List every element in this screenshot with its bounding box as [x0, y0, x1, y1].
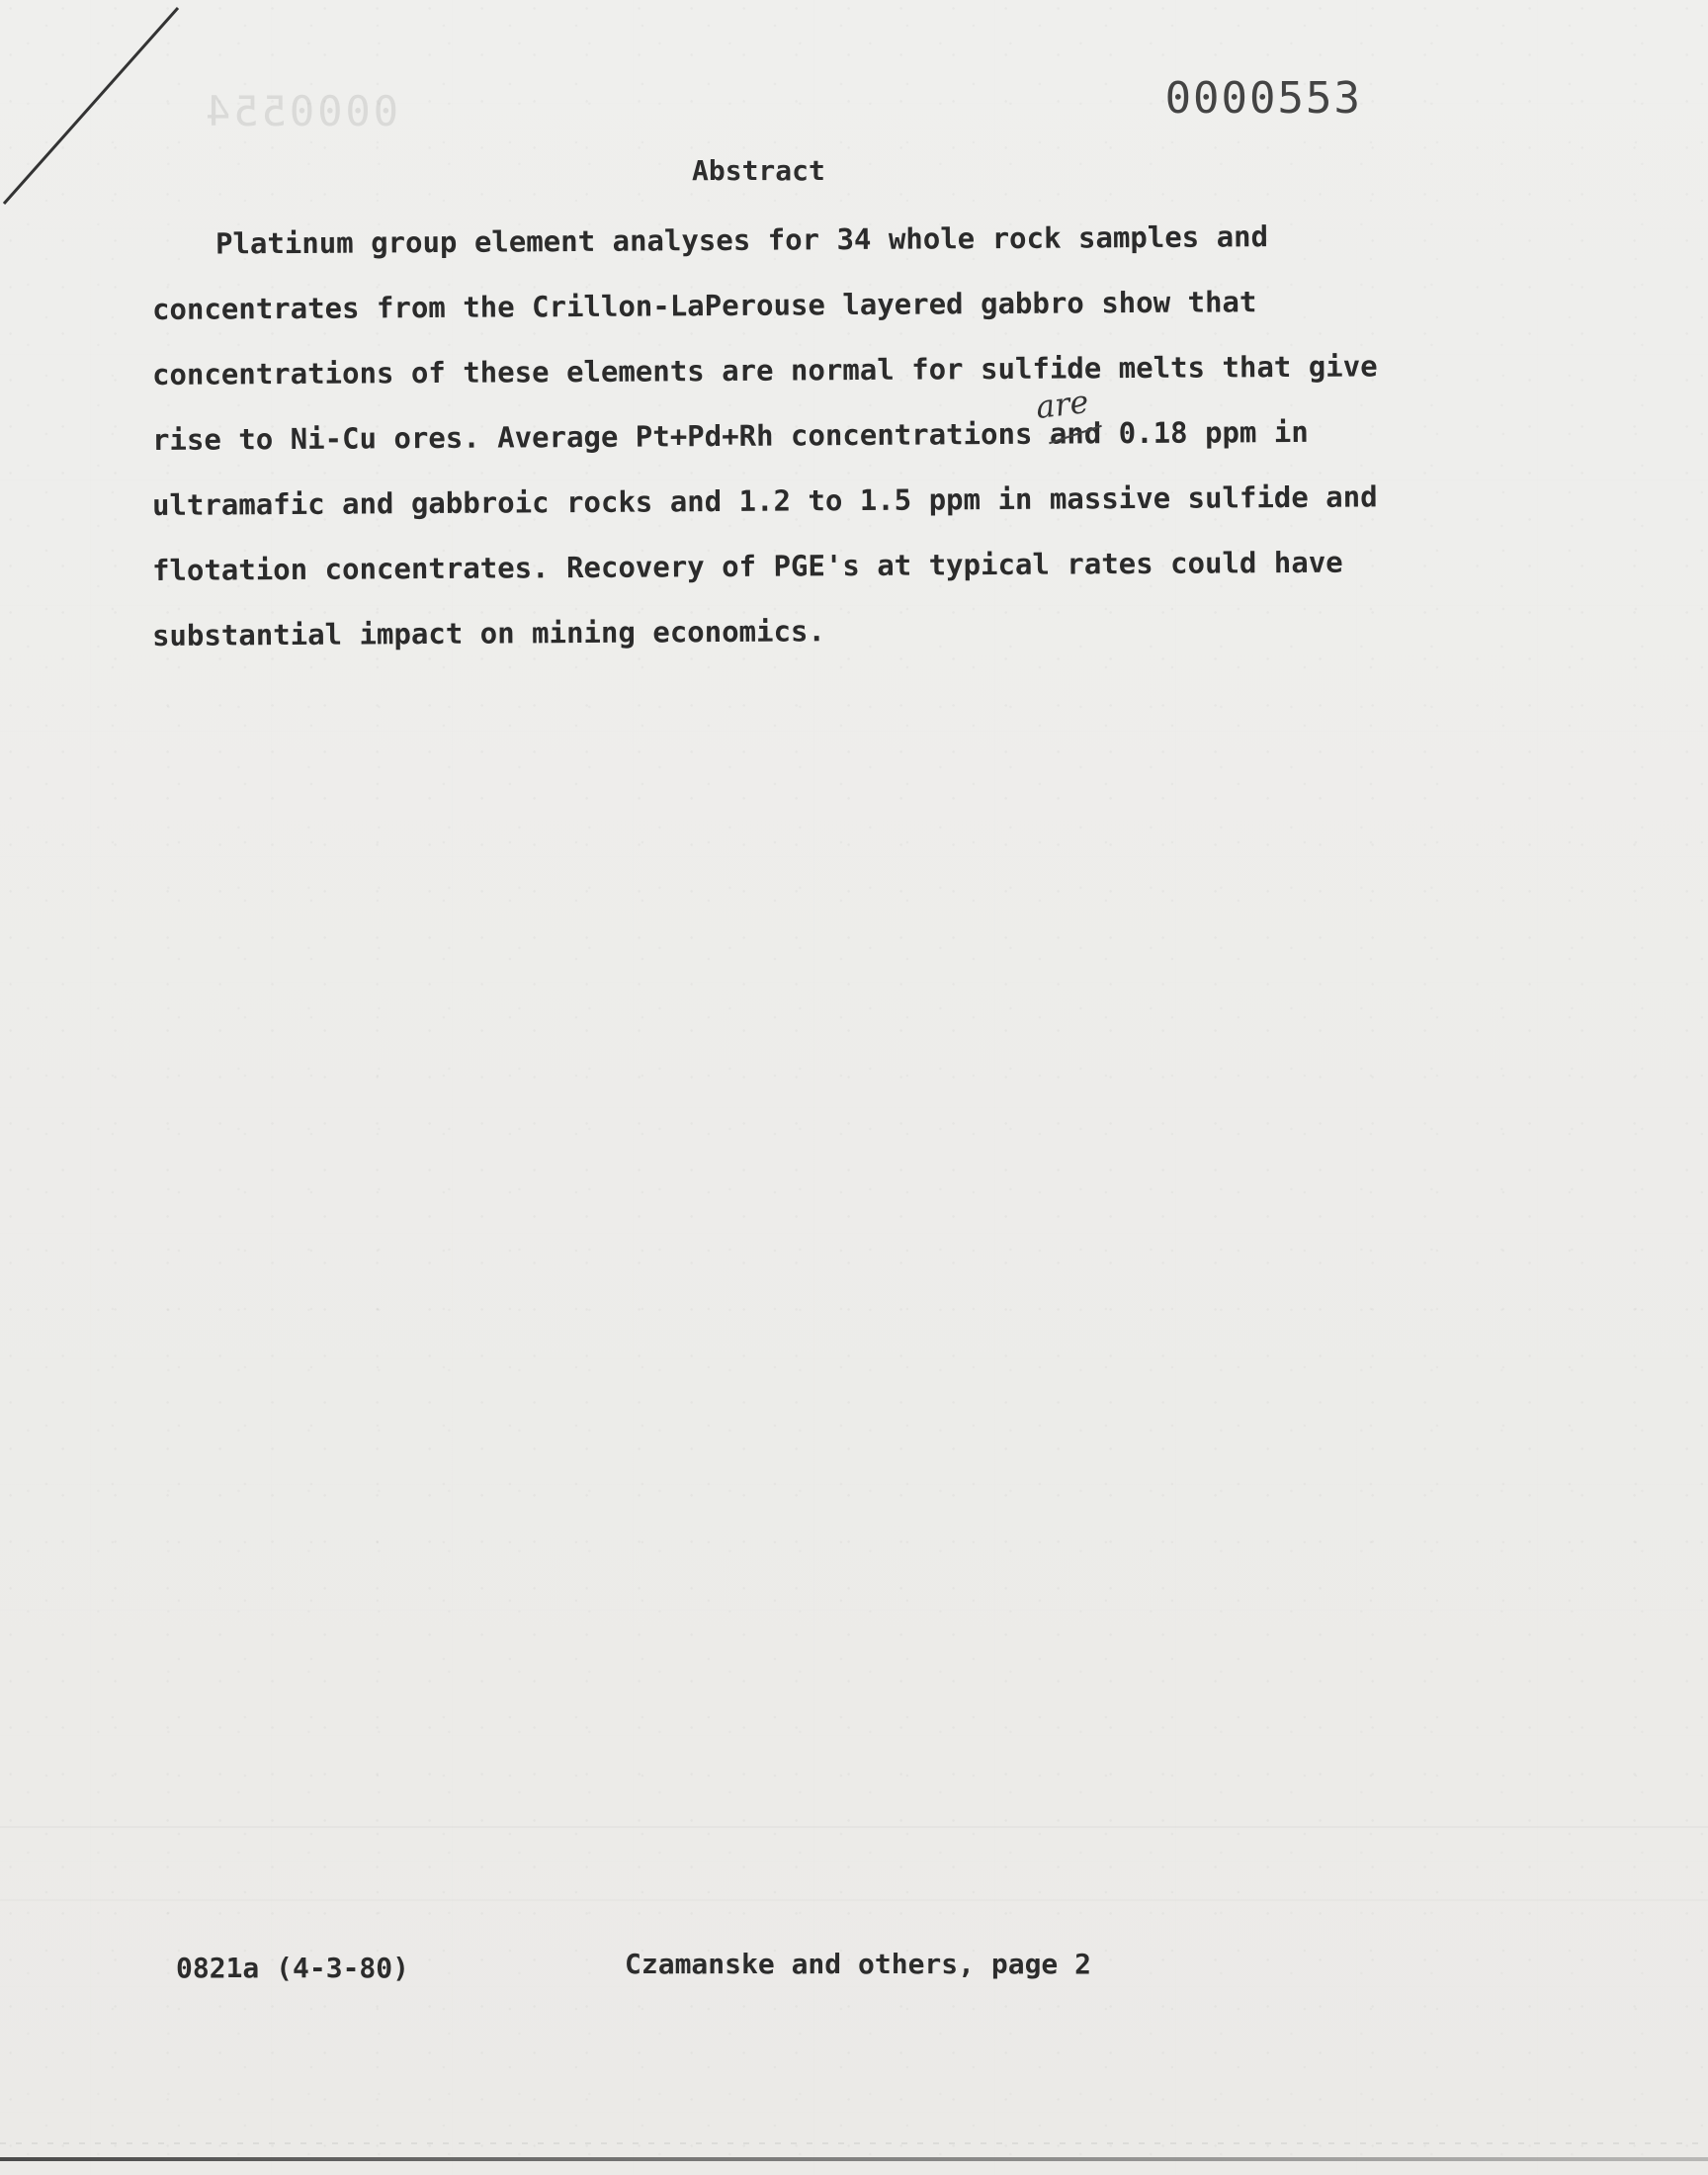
abstract-line-5: ultramafic and gabbroic rocks and 1.2 to 1.5 ppm in massive sulfide and — [151, 479, 1378, 522]
faded-stamp: 0000554 — [203, 87, 399, 135]
corner-slash-mark — [4, 8, 178, 204]
abstract-line-2: concentrates from the Crillon-LaPerouse layered gabbro show that — [151, 285, 1257, 326]
abstract-line-4 — [152, 398, 1378, 473]
footer-page-label: Czamanske and others, page 2 — [625, 1948, 1092, 1980]
abstract-line-4-text: rise to Ni-Cu ores. Average Pt+Pd+Rh concentrations — [151, 416, 1033, 457]
abstract-line-1: Platinum group element analyses for 34 whole rock samples and — [214, 219, 1269, 261]
handwritten-correction: are — [1033, 382, 1091, 427]
abstract-line-7: substantial impact on mining economics. — [151, 614, 826, 652]
abstract-body — [152, 212, 1378, 668]
abstract-line-6: flotation concentrates. Recovery of PGE's at typical rates could have — [151, 545, 1343, 587]
abstract-line-3: concentrations of these elements are normal for sulfide melts that give — [151, 349, 1378, 392]
bottom-scan-edge — [0, 2157, 1708, 2161]
abstract-title: Abstract — [692, 154, 825, 187]
struck-word: and — [1050, 400, 1102, 466]
footer-reference: 0821a (4-3-80) — [176, 1952, 410, 1984]
document-number: 0000553 — [1164, 73, 1362, 124]
abstract-line-4-remainder: 0.18 ppm in — [1101, 414, 1309, 451]
